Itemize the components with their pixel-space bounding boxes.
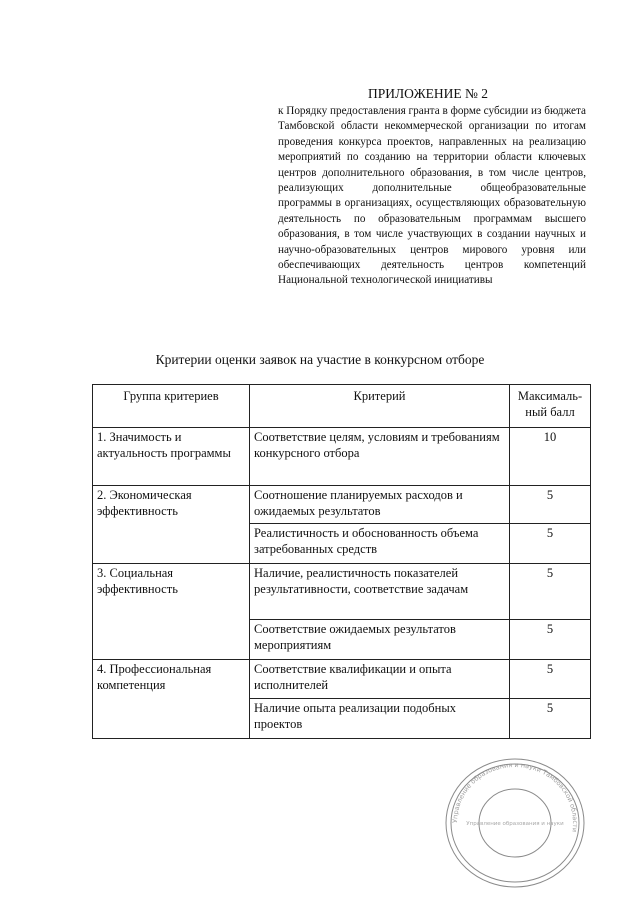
appendix-title: ПРИЛОЖЕНИЕ № 2: [368, 86, 489, 101]
criterion-cell: Наличие, реалистичность показателей результативности, соответствие задачам: [250, 564, 510, 620]
table-header-row: [93, 385, 591, 428]
criterion-cell: Соответствие ожидаемых результатов мероприятиям: [250, 620, 510, 660]
header-score: Максималь-ный балл: [510, 385, 591, 428]
score-cell: 5: [510, 486, 591, 524]
criterion-cell: Реалистичность и обоснованность объема затребованных средств: [250, 524, 510, 564]
table-row: [93, 428, 591, 486]
criterion-cell: Наличие опыта реализации подобных проектов: [250, 699, 510, 739]
table-row: [93, 660, 591, 699]
score-cell: 5: [510, 524, 591, 564]
score-cell: 5: [510, 564, 591, 620]
official-stamp: [444, 757, 586, 889]
table-row: [93, 564, 591, 620]
score-cell: 5: [510, 620, 591, 660]
criterion-cell: Соответствие квалификации и опыта исполнителей: [250, 660, 510, 699]
score-cell: 5: [510, 699, 591, 739]
group-cell: 4. Профессиональная компетенция: [93, 660, 250, 739]
score-cell: 10: [510, 428, 591, 486]
appendix-text: к Порядку предоставления гранта в форме субсидии из бюджета Тамбовской области некоммерческой организации по итогам проведения конкурса проектов, направленных на реализацию мероприятий по созданию на территории области ключевых центров дополнительного образования, в том числе центров, реализующих дополнительные общеобразовательные программы в организациях, осуществляющих образовательную деятельность по образовательным программам высшего образования, в том числе участвующих в создании научных и научно-образовательных центров мирового уровня или обеспечивающих деятельность центров компетенций Национальной технологической инициативы: [278, 105, 586, 287]
group-cell: 3. Социальная эффективность: [93, 564, 250, 660]
group-cell: 2. Экономическая эффективность: [93, 486, 250, 564]
group-cell: 1. Значимость и актуальность программы: [93, 428, 250, 486]
criteria-title: Критерии оценки заявок на участие в конкурсном отборе: [155, 352, 485, 367]
header-criterion: Критерий: [250, 385, 510, 428]
table-row: [93, 486, 591, 524]
criterion-cell: Соотношение планируемых расходов и ожидаемых результатов: [250, 486, 510, 524]
criteria-table: [92, 384, 591, 739]
score-cell: 5: [510, 660, 591, 699]
header-group: Группа критериев: [93, 385, 250, 428]
stamp-center-text: Управление образования и науки: [466, 821, 564, 827]
criterion-cell: Соответствие целям, условиям и требованиям конкурсного отбора: [250, 428, 510, 486]
stamp-ring-text: Управление образования и науки Тамбовской области: [450, 760, 580, 833]
